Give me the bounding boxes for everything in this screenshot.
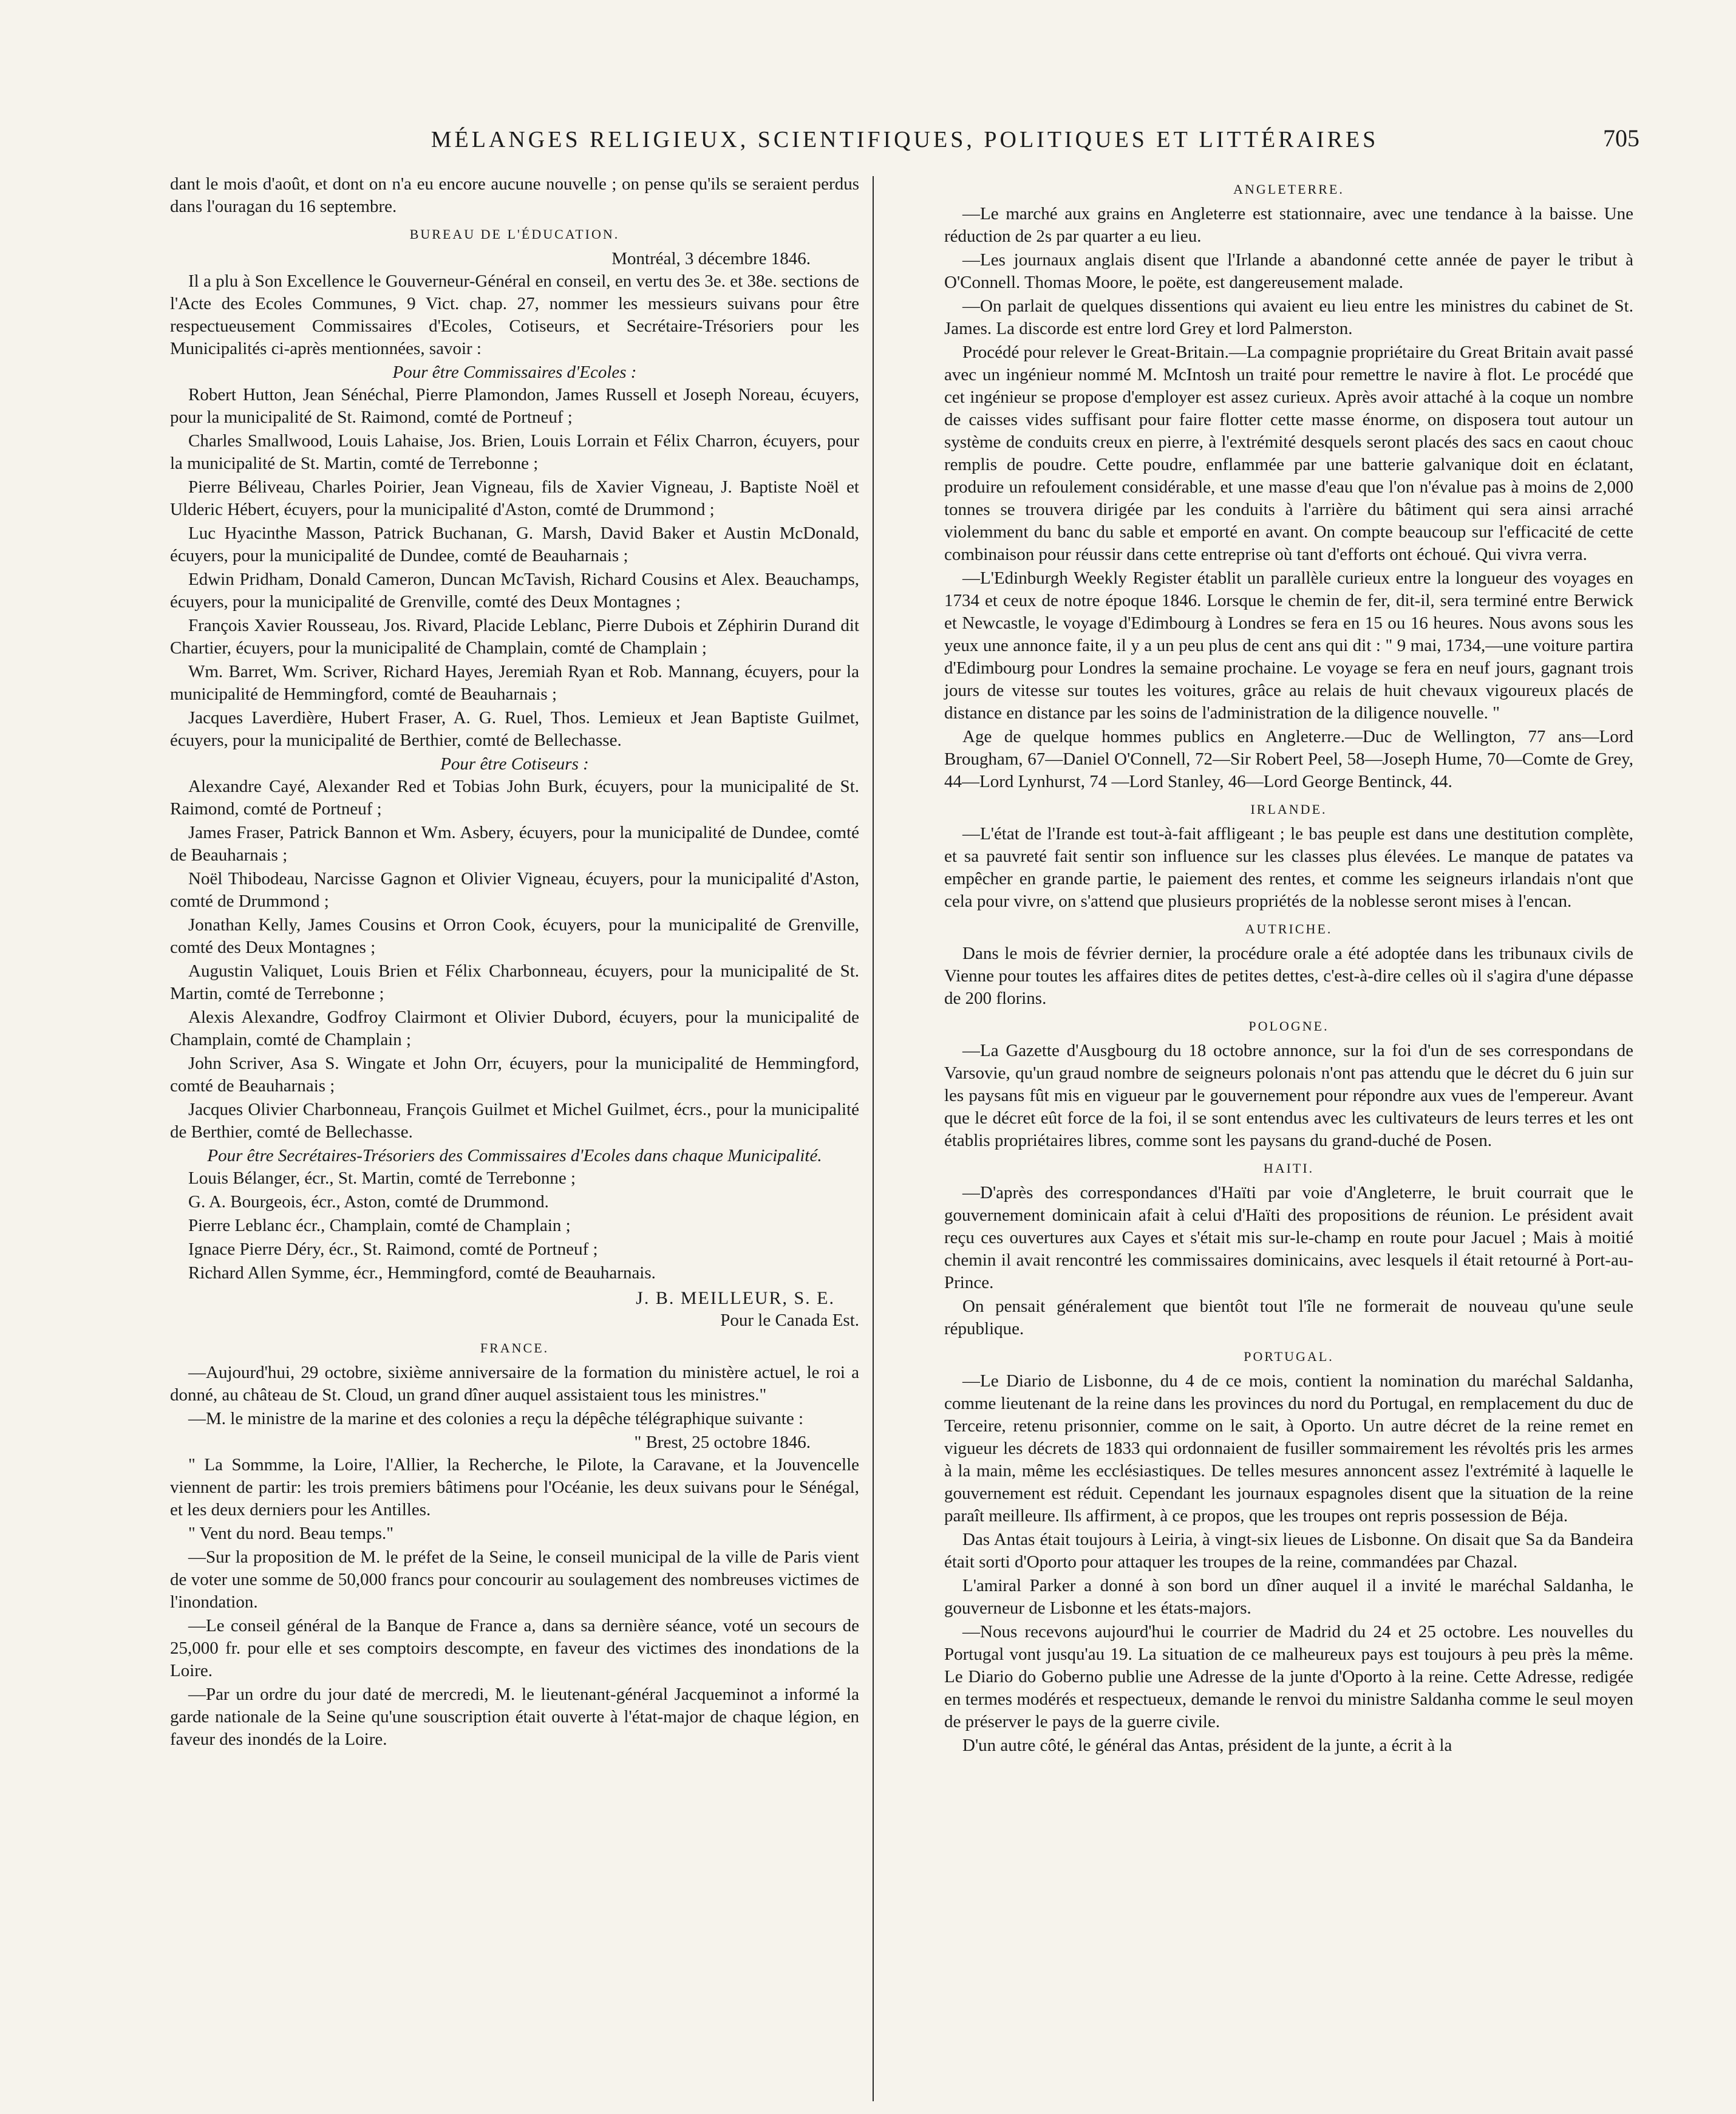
article-paragraph: —La Gazette d'Ausgbourg du 18 octobre annonce, sur la foi d'un de ses correspondans de Varsovie, qu'un graud nombre de seigneurs polonais n'ont pas attendu que le décret du 6 juin sur les paysans fût mis en vigueur par le gouvernement pour répondre aux vues de l'empereur. Avant que le décret eût force de la foi, il se sont entendus avec les cultivateurs de leurs terres et les ont établis propriétaires libres, comme sont les paysans du grand-duché de Posen. — [944, 1041, 1633, 1150]
article-paragraph: Age de quelque hommes publics en Angleterre.—Duc de Wellington, 77 ans—Lord Brougham, 67—Daniel O'Connell, 72—Sir Robert Peel, 58—Joseph Hume, 70—Comte de Grey, 44—Lord Lynhurst, 74 —Lord Stanley, 46—Lord George Bentinck, 44. — [944, 727, 1633, 791]
signature-subtitle: Pour le Canada Est. — [720, 1311, 859, 1330]
article-paragraph: —Nous recevons aujourd'hui le courrier de Madrid du 24 et 25 octobre. Les nouvelles du Portugal vont jusqu'au 19. La situation de ce malheureux pays est toujours à peu près la même. Le Diario do Goberno publie une Adresse de la junte d'Oporto à la reine. Cette Adresse, redigée en termes modérés et respectueux, demande le renvoi du ministre Saldanha comme le seul moyen de préserver le pays de la guerre civile. — [944, 1622, 1633, 1731]
article-paragraph: —Par un ordre du jour daté de mercredi, M. le lieutenant-général Jacqueminot a informé la garde nationale de la Seine qu'une souscription était ouverte à l'état-major de chaque légion, en faveur des inondés de la Loire. — [170, 1685, 859, 1749]
article-paragraph: —On parlait de quelques dissentions qui avaient eu lieu entre les ministres du cabinet de St. James. La discorde est entre lord Grey et lord Palmerston. — [944, 296, 1633, 338]
article-paragraph: —Aujourd'hui, 29 octobre, sixième anniversaire de la formation du ministère actuel, le roi a donné, au château de St. Cloud, un grand dîner auquel assistaient tous les ministres." — [170, 1363, 859, 1405]
section-heading-autriche: AUTRICHE. — [1245, 921, 1333, 936]
bureau-dateline: Montréal, 3 décembre 1846. — [611, 249, 811, 268]
list-item: François Xavier Rousseau, Jos. Rivard, Placide Leblanc, Pierre Dubois et Zéphirin Durand dit Chartier, écuyers, pour la municipalité de Champlain, comté de Champlain ; — [170, 616, 859, 658]
page-header — [170, 121, 1639, 158]
section-heading-pologne: POLOGNE. — [1248, 1018, 1329, 1034]
article-paragraph: On pensait généralement que bientôt tout l'île ne formerait de nouveau qu'une seule république. — [944, 1297, 1633, 1338]
article-paragraph: " Vent du nord. Beau temps." — [188, 1524, 394, 1543]
article-paragraph: —L'état de l'Irande est tout-à-fait affligeant ; le bas peuple est dans une destitution complète, et sa pauvreté fait sentir son influence sur les classes plus élevées. Le manque de patates va empêcher en grande partie, le paiement des rentes, et comme les seigneurs irlandais n'ont que cela pour vivre, on s'attend que plusieurs propriétés de la noblesse seront mises à l'encan. — [944, 824, 1633, 911]
subheading-commissaires: Pour être Commissaires d'Ecoles : — [392, 363, 637, 382]
intro-paragraph: dant le mois d'août, et dont on n'a eu encore aucune nouvelle ; on pense qu'ils se seraient perdus dans l'ouragan du 16 septembre. — [170, 174, 859, 216]
bureau-paragraph: Il a plu à Son Excellence le Gouverneur-Général en conseil, en vertu des 3e. et 38e. sections de l'Acte des Ecoles Communes, 9 Vict. chap. 27, nommer les messieurs suivans pour être respectueusement Commissaires d'Ecoles, Cotiseurs, et Secrétaire-Trésoriers pour les Municipalités ci-après mentionnées, savoir : — [170, 271, 859, 358]
list-item: Jacques Olivier Charbonneau, François Guilmet et Michel Guilmet, écrs., pour la municipalité de Berthier, comté de Bellechasse. — [170, 1100, 859, 1142]
signature: J. B. MEILLEUR, S. E. — [636, 1288, 835, 1308]
article-paragraph: —M. le ministre de la marine et des colonies a reçu la dépêche télégraphique suivante : — [188, 1409, 804, 1428]
telegraph-dateline: " Brest, 25 octobre 1846. — [634, 1433, 811, 1452]
section-heading-portugal: PORTUGAL. — [1244, 1349, 1334, 1364]
article-paragraph: L'amiral Parker a donné à son bord un dîner auquel il a invité le maréchal Saldanha, le gouverneur de Lisbonne et les états-majors. — [944, 1576, 1633, 1618]
list-item: Luc Hyacinthe Masson, Patrick Buchanan, G. Marsh, David Baker et Austin McDonald, écuyers, pour la municipalité de Dundee, comté de Beauharnais ; — [170, 523, 859, 565]
article-paragraph: —L'Edinburgh Weekly Register établit un parallèle curieux entre la longueur des voyages en 1734 et ceux de notre époque 1846. Lorsque le chemin de fer, dit-il, sera terminé entre Berwick et Newcastle, le voyage d'Edimbourg à Londres se fera en 15 ou 16 heures. Nous avons sous les yeux une annonce faite, il y a un peu plus de cent ans qui dit : " 9 mai, 1734,—une voiture partira d'Edimbourg pour Londres la semaine prochaine. Le voyage se fera en neuf jours, gagnant trois jours de vitesse sur toutes les voitures, grâce au relais de huit chevaux vigoureux placés de distance en distance par les soins de l'administration de la diligence nouvelle. " — [944, 568, 1633, 723]
article-paragraph: —Sur la proposition de M. le préfet de la Seine, le conseil municipal de la ville de Paris vient de voter une somme de 50,000 francs pour concourir au soulagement des nombreuses victimes de l'inondation. — [170, 1547, 859, 1612]
list-item: Charles Smallwood, Louis Lahaise, Jos. Brien, Louis Lorrain et Félix Charron, écuyers, pour la municipalité de St. Martin, comté de Terrebonne ; — [170, 431, 859, 473]
article-paragraph: D'un autre côté, le général das Antas, président de la junte, a écrit à la — [962, 1736, 1452, 1755]
article-paragraph: Procédé pour relever le Great-Britain.—La compagnie propriétaire du Great Britain avait passé avec un ingénieur nommé M. McIntosh un traité pour remettre le navire à flot. Le procédé que cet ingénieur se propose d'employer est assez curieux. Après avoir attaché à la coque un nombre de caisses vides suffisant pour faire flotter cette masse énorme, on disposera tout autour un système de conduits creux en pierre, à l'extrémité desquels seront placés des sacs en caout chouc remplis de poudre. Cette poudre, enflammée par une batterie galvanique doit en éclatant, produire un refoulement considérable, et une masse d'eau que l'on n'évalue pas à moins de 2,000 tonnes se trouvera dirigée par les conduits à l'arrière du bâtiment qui sera ainsi arraché violemment du banc du sable et emporté en avant. On compte beaucoup sur l'efficacité de cette combinaison pour réussir dans cette entreprise où tant d'efforts ont échoué. Qui vivra verra. — [944, 343, 1633, 564]
list-item: Pierre Béliveau, Charles Poirier, Jean Vigneau, fils de Xavier Vigneau, J. Baptiste Noël et Ulderic Hébert, écuyers, pour la municipalité d'Aston, comté de Drummond ; — [170, 477, 859, 519]
list-item: Alexandre Cayé, Alexander Red et Tobias John Burk, écuyers, pour la municipalité de St. Raimond, comté de Portneuf ; — [170, 777, 859, 819]
left-column — [170, 173, 859, 1752]
article-paragraph: —Les journaux anglais disent que l'Irlande a abandonné cette année de payer le tribut à O'Connell. Thomas Moore, le poëte, est dangereusement malade. — [944, 250, 1633, 292]
article-paragraph: —Le Diario de Lisbonne, du 4 de ce mois, contient la nomination du maréchal Saldanha, comme lieutenant de la reine dans les provinces du nord du Portugal, en remplacement du duc de Terceire, retenu prisonnier, comme on le sait, à Oporto. Un autre décret de la reine remet en vigueur les décrets de 1833 qui ordonnaient de fusiller sommairement les révoltés pris les armes à la main, même les ecclésiastiques. De telles mesures annoncent assez l'extrémité à laquelle le gouvernement est réduit. Cependant les journaux espagnoles disent que la situation de la reine paraît meilleure. Ils affirment, à ce propos, que les troupes ont repris possession de Béja. — [944, 1371, 1633, 1526]
section-heading-irlande: IRLANDE. — [1250, 802, 1327, 817]
article-paragraph: Dans le mois de février dernier, la procédure orale a été adoptée dans les tribunaux civils de Vienne pour toutes les affaires dites de petites dettes, c'est-à-dire celles où il s'agira d'une dépasse de 200 florins. — [944, 944, 1633, 1008]
list-item: Robert Hutton, Jean Sénéchal, Pierre Plamondon, James Russell et Joseph Noreau, écuyers, pour la municipalité de St. Raimond, comté de Portneuf ; — [170, 385, 859, 427]
list-item: Wm. Barret, Wm. Scriver, Richard Hayes, Jeremiah Ryan et Rob. Mannang, écuyers, pour la municipalité de Hemmingford, comté de Beauharnais ; — [170, 662, 859, 704]
list-item: Augustin Valiquet, Louis Brien et Félix Charbonneau, écuyers, pour la municipalité de St. Martin, comté de Terrebonne ; — [170, 961, 859, 1003]
section-heading-france: FRANCE. — [480, 1340, 550, 1355]
list-item: G. A. Bourgeois, écr., Aston, comté de Drummond. — [188, 1192, 549, 1212]
list-item: Pierre Leblanc écr., Champlain, comté de Champlain ; — [188, 1216, 571, 1235]
list-item: Edwin Pridham, Donald Cameron, Duncan McTavish, Richard Cousins et Alex. Beauchamps, écuyers, pour la municipalité de Grenville, comté des Deux Montagnes ; — [170, 570, 859, 612]
list-item: Jacques Laverdière, Hubert Fraser, A. G. Ruel, Thos. Lemieux et Jean Baptiste Guilmet, écuyers, pour la municipalité de Berthier, comté de Bellechasse. — [170, 708, 859, 750]
list-item: John Scriver, Asa S. Wingate et John Orr, écuyers, pour la municipalité de Hemmingford, comté de Beauharnais ; — [170, 1054, 859, 1096]
section-heading-angleterre: ANGLETERRE. — [1233, 182, 1344, 197]
right-column — [944, 173, 1633, 1758]
article-paragraph: " La Sommme, la Loire, l'Allier, la Recherche, le Pilote, la Caravane, et la Jouvencelle viennent de partir: les trois premiers bâtimens pour l'Océanie, les deux suivans pour le Sénégal, et les deux derniers pour les Antilles. — [170, 1455, 859, 1519]
article-paragraph: —Le conseil général de la Banque de France a, dans sa dernière séance, voté un secours de 25,000 fr. pour elle et ses comptoirs descompte, en faveur des victimes des inondations de la Loire. — [170, 1616, 859, 1680]
list-item: Jonathan Kelly, James Cousins et Orron Cook, écuyers, pour la municipalité de Grenville, comté des Deux Montagnes ; — [170, 915, 859, 957]
article-paragraph: —Le marché aux grains en Angleterre est stationnaire, avec une tendance à la baisse. Une réduction de 2s par quarter a eu lieu. — [944, 204, 1633, 246]
list-item: James Fraser, Patrick Bannon et Wm. Asbery, écuyers, pour la municipalité de Dundee, comté de Beauharnais ; — [170, 823, 859, 865]
list-item: Ignace Pierre Déry, écr., St. Raimond, comté de Portneuf ; — [188, 1239, 598, 1259]
list-item: Louis Bélanger, écr., St. Martin, comté de Terrebonne ; — [188, 1168, 576, 1188]
list-item: Noël Thibodeau, Narcisse Gagnon et Olivier Vigneau, écuyers, pour la municipalité d'Aston, comté de Drummond ; — [170, 869, 859, 911]
subheading-secretaires: Pour être Secrétaires-Trésoriers des Commissaires d'Ecoles dans chaque Municipalité. — [207, 1146, 822, 1165]
section-heading-haiti: HAITI. — [1263, 1161, 1315, 1176]
article-paragraph: —D'après des correspondances d'Haïti par voie d'Angleterre, le bruit courrait que le gouvernement dominicain afait à celui d'Haïti des propositions de réunion. Le président avait reçu ces ouvertures aux Cayes et s'était mis sur-le-champ en route pour Jacuel ; Mais à moitié chemin il avait rencontré les commissaires dominicains, avec lesquels il était retourné à Port-au-Prince. — [944, 1183, 1633, 1292]
section-heading-bureau: BUREAU DE L'ÉDUCATION. — [409, 227, 620, 242]
column-divider — [873, 176, 874, 2101]
page-number: 705 — [1603, 124, 1639, 152]
running-title: MÉLANGES RELIGIEUX, SCIENTIFIQUES, POLITIQUES ET LITTÉRAIRES — [431, 127, 1379, 152]
list-item: Alexis Alexandre, Godfroy Clairmont et Olivier Dubord, écuyers, pour la municipalité de Champlain, comté de Champlain ; — [170, 1008, 859, 1049]
list-item: Richard Allen Symme, écr., Hemmingford, comté de Beauharnais. — [188, 1263, 656, 1283]
article-paragraph: Das Antas était toujours à Leiria, à vingt-six lieues de Lisbonne. On disait que Sa da Bandeira était sorti d'Oporto pour attaquer les troupes de la reine, commandées par Chazal. — [944, 1530, 1633, 1572]
subheading-cotiseurs: Pour être Cotiseurs : — [440, 754, 589, 774]
